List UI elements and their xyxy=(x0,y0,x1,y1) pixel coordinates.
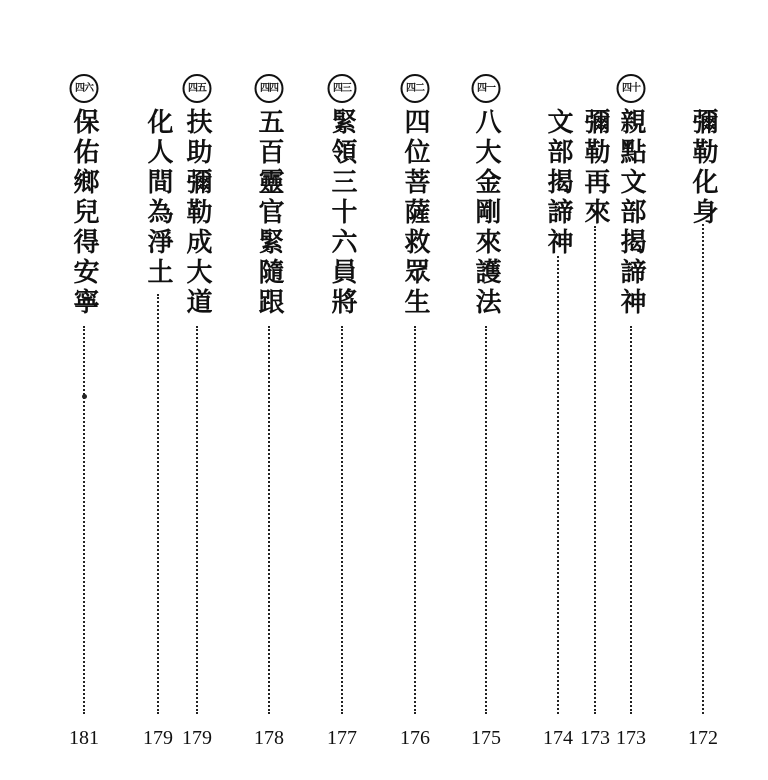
entry-title: 四位菩薩救眾生 xyxy=(400,108,430,318)
page-number: 172 xyxy=(688,727,718,749)
toc-entry[interactable] xyxy=(177,74,217,750)
entry-title: 彌勒再來 xyxy=(580,108,610,228)
dot-leader xyxy=(414,326,416,714)
toc-entry[interactable] xyxy=(611,74,651,750)
dot-leader xyxy=(196,326,198,714)
ink-speck xyxy=(82,394,87,399)
dot-leader xyxy=(341,326,343,714)
page-number: 173 xyxy=(580,727,610,749)
toc-entry[interactable] xyxy=(138,74,178,750)
dot-leader xyxy=(157,294,159,714)
entry-title: 五百靈官緊隨跟 xyxy=(254,108,284,318)
page-number: 178 xyxy=(254,727,284,749)
entry-title: 親點文部揭諦神 xyxy=(616,108,646,318)
dot-leader xyxy=(702,224,704,714)
entry-title: 文部揭諦神 xyxy=(543,108,573,258)
chapter-number-badge: 四四 xyxy=(255,74,284,103)
entry-title: 扶助彌勒成大道 xyxy=(182,108,212,318)
page-number: 179 xyxy=(182,727,212,749)
entry-title: 八大金剛來護法 xyxy=(471,108,501,318)
page-number: 175 xyxy=(471,727,501,749)
entry-title: 彌勒化身 xyxy=(688,108,718,228)
toc-entry[interactable] xyxy=(466,74,506,750)
entry-title: 保佑鄉兒得安寧 xyxy=(69,108,99,318)
dot-leader xyxy=(594,226,596,714)
toc-entry[interactable] xyxy=(64,74,104,750)
toc-entry[interactable] xyxy=(575,74,615,750)
chapter-number-badge: 四六 xyxy=(70,74,99,103)
page-number: 179 xyxy=(143,727,173,749)
dot-leader xyxy=(557,256,559,714)
entry-title: 化人間為淨土 xyxy=(143,108,173,288)
toc-entry[interactable] xyxy=(395,74,435,750)
chapter-number-badge: 四十 xyxy=(617,74,646,103)
chapter-number-badge: 四三 xyxy=(328,74,357,103)
dot-leader xyxy=(630,326,632,714)
toc-entry[interactable] xyxy=(322,74,362,750)
toc-entry[interactable] xyxy=(538,74,578,750)
page-number: 173 xyxy=(616,727,646,749)
page-number: 174 xyxy=(543,727,573,749)
chapter-number-badge: 四一 xyxy=(472,74,501,103)
toc-entry[interactable] xyxy=(249,74,289,750)
chapter-number-badge: 四五 xyxy=(183,74,212,103)
toc-entry[interactable] xyxy=(683,74,723,750)
dot-leader xyxy=(268,326,270,714)
dot-leader xyxy=(485,326,487,714)
dot-leader xyxy=(83,326,85,714)
entry-title: 緊領三十六員將 xyxy=(327,108,357,318)
page-number: 176 xyxy=(400,727,430,749)
chapter-number-badge: 四二 xyxy=(401,74,430,103)
page-number: 181 xyxy=(69,727,99,749)
page-number: 177 xyxy=(327,727,357,749)
